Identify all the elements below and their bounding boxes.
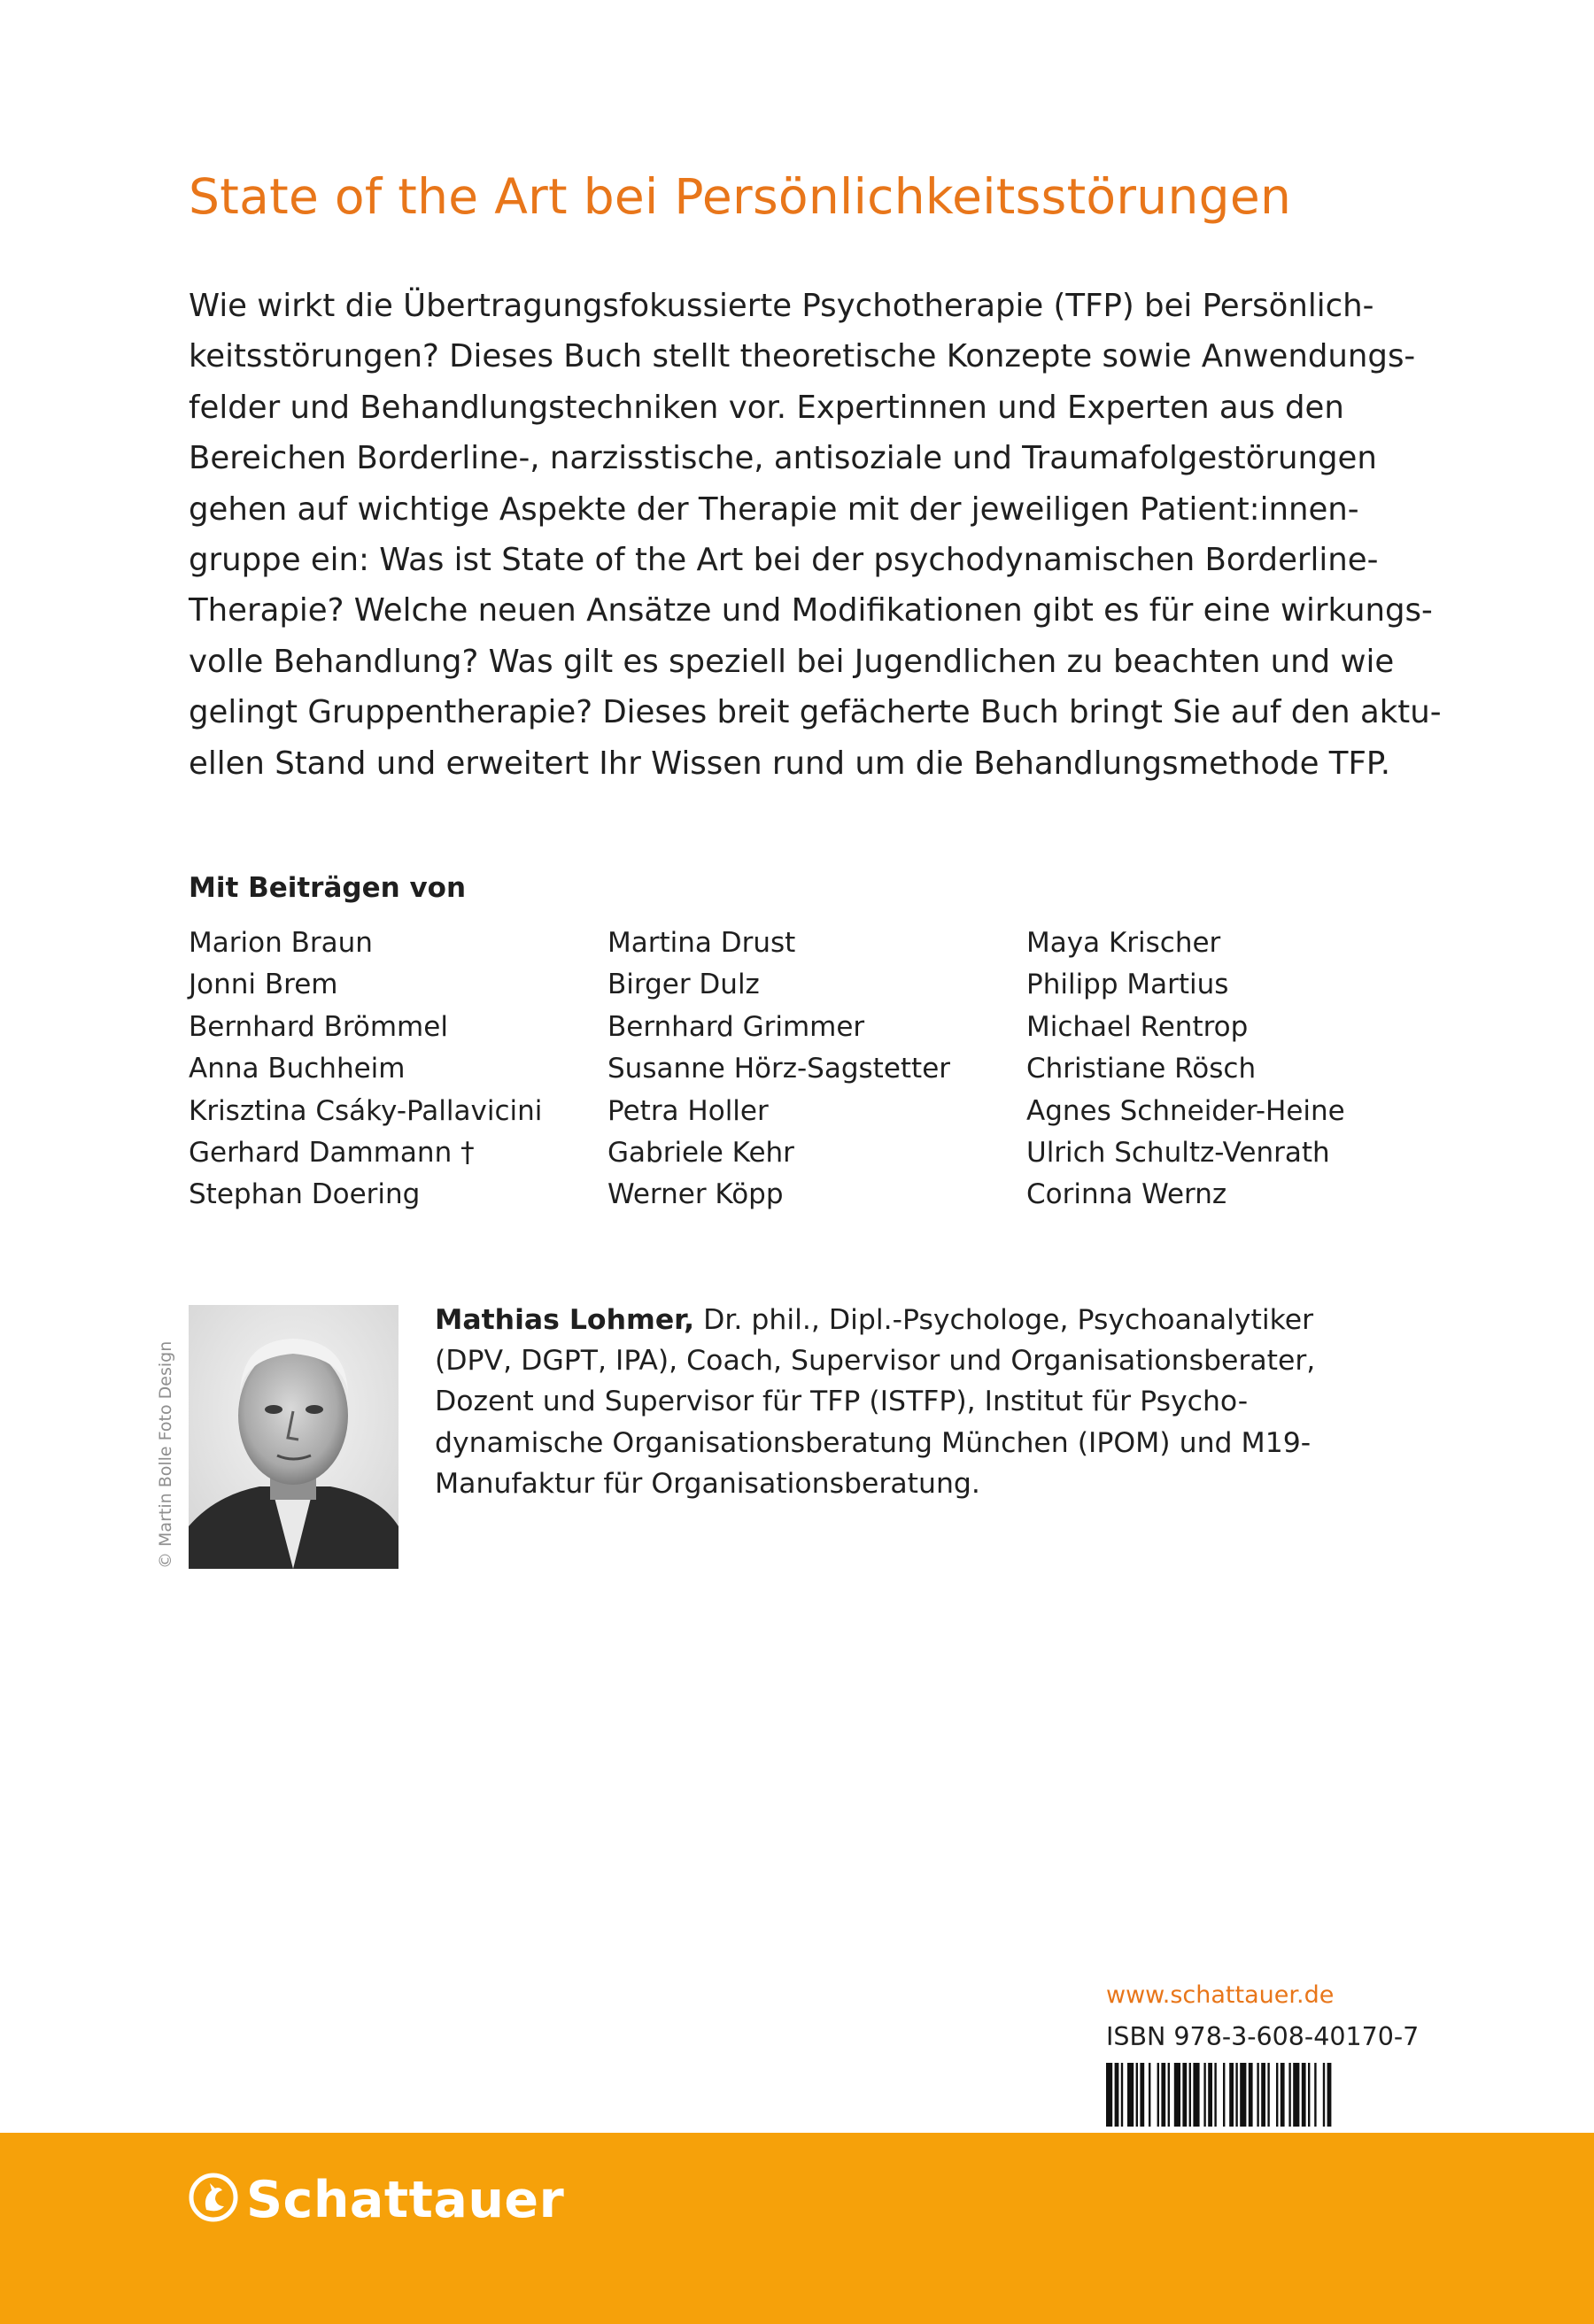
book-title: State of the Art bei Persönlichkeitsstörungen	[189, 168, 1292, 225]
book-description	[189, 281, 1455, 789]
contributors-column-1	[189, 923, 542, 1216]
photo-credit: © Martin Bolle Foto Design	[156, 1340, 175, 1569]
barcode-bar	[1302, 2063, 1306, 2127]
barcode-bar	[1308, 2063, 1310, 2127]
description-line: Bereichen Borderline-, narzisstische, antisoziale und Traumafolgestörungen	[189, 440, 1377, 477]
barcode-bar	[1267, 2063, 1269, 2127]
bio-line	[435, 1300, 1315, 1340]
barcode-bar	[1261, 2063, 1265, 2127]
description-line: gehen auf wichtige Aspekte der Therapie mit der jeweiligen Patient:innen-	[189, 490, 1359, 528]
contributor-name: Michael Rentrop	[1026, 1010, 1249, 1043]
barcode-bar	[1168, 2063, 1170, 2127]
barcode-bar	[1182, 2063, 1187, 2127]
description-line: felder und Behandlungstechniken vor. Expertinnen und Experten aus den	[189, 389, 1344, 426]
bio-line: Dozent und Supervisor für TFP (ISTFP), Institut für Psycho-	[435, 1386, 1249, 1418]
contributors-column-3	[1026, 923, 1345, 1216]
contributor-name: Gerhard Dammann †	[189, 1137, 475, 1170]
contributor-name: Gabriele Kehr	[607, 1137, 794, 1170]
barcode-bar	[1157, 2063, 1159, 2127]
barcode	[1106, 2063, 1407, 2130]
contributor-name: Werner Köpp	[607, 1178, 784, 1211]
barcode-bar	[1193, 2063, 1199, 2127]
bio-line: (DPV, DGPT, IPA), Coach, Supervisor und Organisationsberater,	[435, 1345, 1316, 1378]
description-line: gelingt Gruppentherapie? Dieses breit gefächerte Buch bringt Sie auf den aktu-	[189, 694, 1442, 731]
barcode-bar	[1257, 2063, 1258, 2127]
contributor-name: Marion Braun	[189, 927, 373, 959]
barcode-bar	[1149, 2063, 1150, 2127]
barcode-bar	[1106, 2063, 1112, 2127]
contributor-name: Ulrich Schultz-Venrath	[1026, 1137, 1330, 1170]
barcode-bar	[1293, 2063, 1299, 2127]
barcode-bar	[1229, 2063, 1234, 2127]
author-photo	[189, 1305, 398, 1569]
barcode-bar	[1240, 2063, 1246, 2127]
barcode-bar	[1136, 2063, 1138, 2127]
description-line: Wie wirkt die Übertragungsfokussierte Psychotherapie (TFP) bei Persönlich-	[189, 288, 1374, 324]
contributors-heading: Mit Beiträgen von	[189, 872, 467, 904]
contributor-name: Maya Krischer	[1026, 927, 1221, 959]
barcode-bar	[1276, 2063, 1278, 2127]
barcode-bar	[1140, 2063, 1144, 2127]
description-line: Therapie? Welche neuen Ansätze und Modifikationen gibt es für eine wirkungs-	[189, 592, 1433, 629]
barcode-bar	[1288, 2063, 1290, 2127]
bio-line: Manufaktur für Organisationsberatung.	[435, 1467, 980, 1500]
barcode-bar	[1161, 2063, 1165, 2127]
barcode-bar	[1115, 2063, 1119, 2127]
contributor-name: Philipp Martius	[1026, 969, 1229, 1001]
contributor-name: Susanne Hörz-Sagstetter	[607, 1053, 951, 1085]
barcode-bar	[1314, 2063, 1316, 2127]
contributor-name: Bernhard Brömmel	[189, 1010, 448, 1043]
contributor-name: Stephan Doering	[189, 1178, 421, 1211]
barcode-bar	[1208, 2063, 1212, 2127]
barcode-bar	[1281, 2063, 1285, 2127]
contributor-name: Jonni Brem	[189, 969, 338, 1001]
contributor-name: Agnes Schneider-Heine	[1026, 1094, 1345, 1127]
description-line: volle Behandlung? Was gilt es speziell bei Jugendlichen zu beachten und wie	[189, 643, 1395, 680]
contributor-name: Bernhard Grimmer	[607, 1010, 865, 1043]
publisher-footer-band	[0, 2133, 1594, 2324]
publisher-name: Schattauer	[246, 2171, 565, 2229]
barcode-bar	[1323, 2063, 1325, 2127]
publisher-website[interactable]: www.schattauer.de	[1106, 1981, 1335, 2009]
contributor-name: Krisztina Csáky-Pallavicini	[189, 1094, 543, 1127]
contributor-name: Anna Buchheim	[189, 1053, 406, 1085]
contributor-name: Christiane Rösch	[1026, 1053, 1257, 1085]
barcode-bar	[1203, 2063, 1205, 2127]
contributor-name: Martina Drust	[607, 927, 796, 959]
barcode-bar	[1121, 2063, 1123, 2127]
contributor-name: Birger Dulz	[607, 969, 760, 1001]
isbn: ISBN 978-3-608-40170-7	[1106, 2022, 1420, 2051]
schattauer-emblem-icon	[189, 2171, 238, 2227]
contributor-name: Petra Holler	[607, 1094, 769, 1127]
contributor-name: Corinna Wernz	[1026, 1178, 1227, 1211]
barcode-bar	[1189, 2063, 1191, 2127]
bio-line: dynamische Organisationsberatung München (IPOM) und M19-	[435, 1426, 1312, 1459]
barcode-bar	[1327, 2063, 1332, 2127]
author-bio	[435, 1300, 1315, 1504]
barcode-bar	[1249, 2063, 1253, 2127]
barcode-bar	[1214, 2063, 1216, 2127]
barcode-bar	[1223, 2063, 1225, 2127]
barcode-bar	[1235, 2063, 1237, 2127]
barcode-bar	[1127, 2063, 1134, 2127]
contributors-column-2	[607, 923, 950, 1216]
description-line: ellen Stand und erweitert Ihr Wissen rund um die Behandlungsmethode TFP.	[189, 745, 1391, 782]
description-line: gruppe ein: Was ist State of the Art bei der psychodynamischen Borderline-	[189, 542, 1379, 579]
author-name: Mathias Lohmer,	[435, 1304, 695, 1336]
bio-line-rest: Dr. phil., Dipl.-Psychologe, Psychoanalytiker	[694, 1304, 1314, 1336]
description-line: keitsstörungen? Dieses Buch stellt theoretische Konzepte sowie Anwendungs-	[189, 338, 1416, 375]
barcode-bar	[1174, 2063, 1180, 2127]
